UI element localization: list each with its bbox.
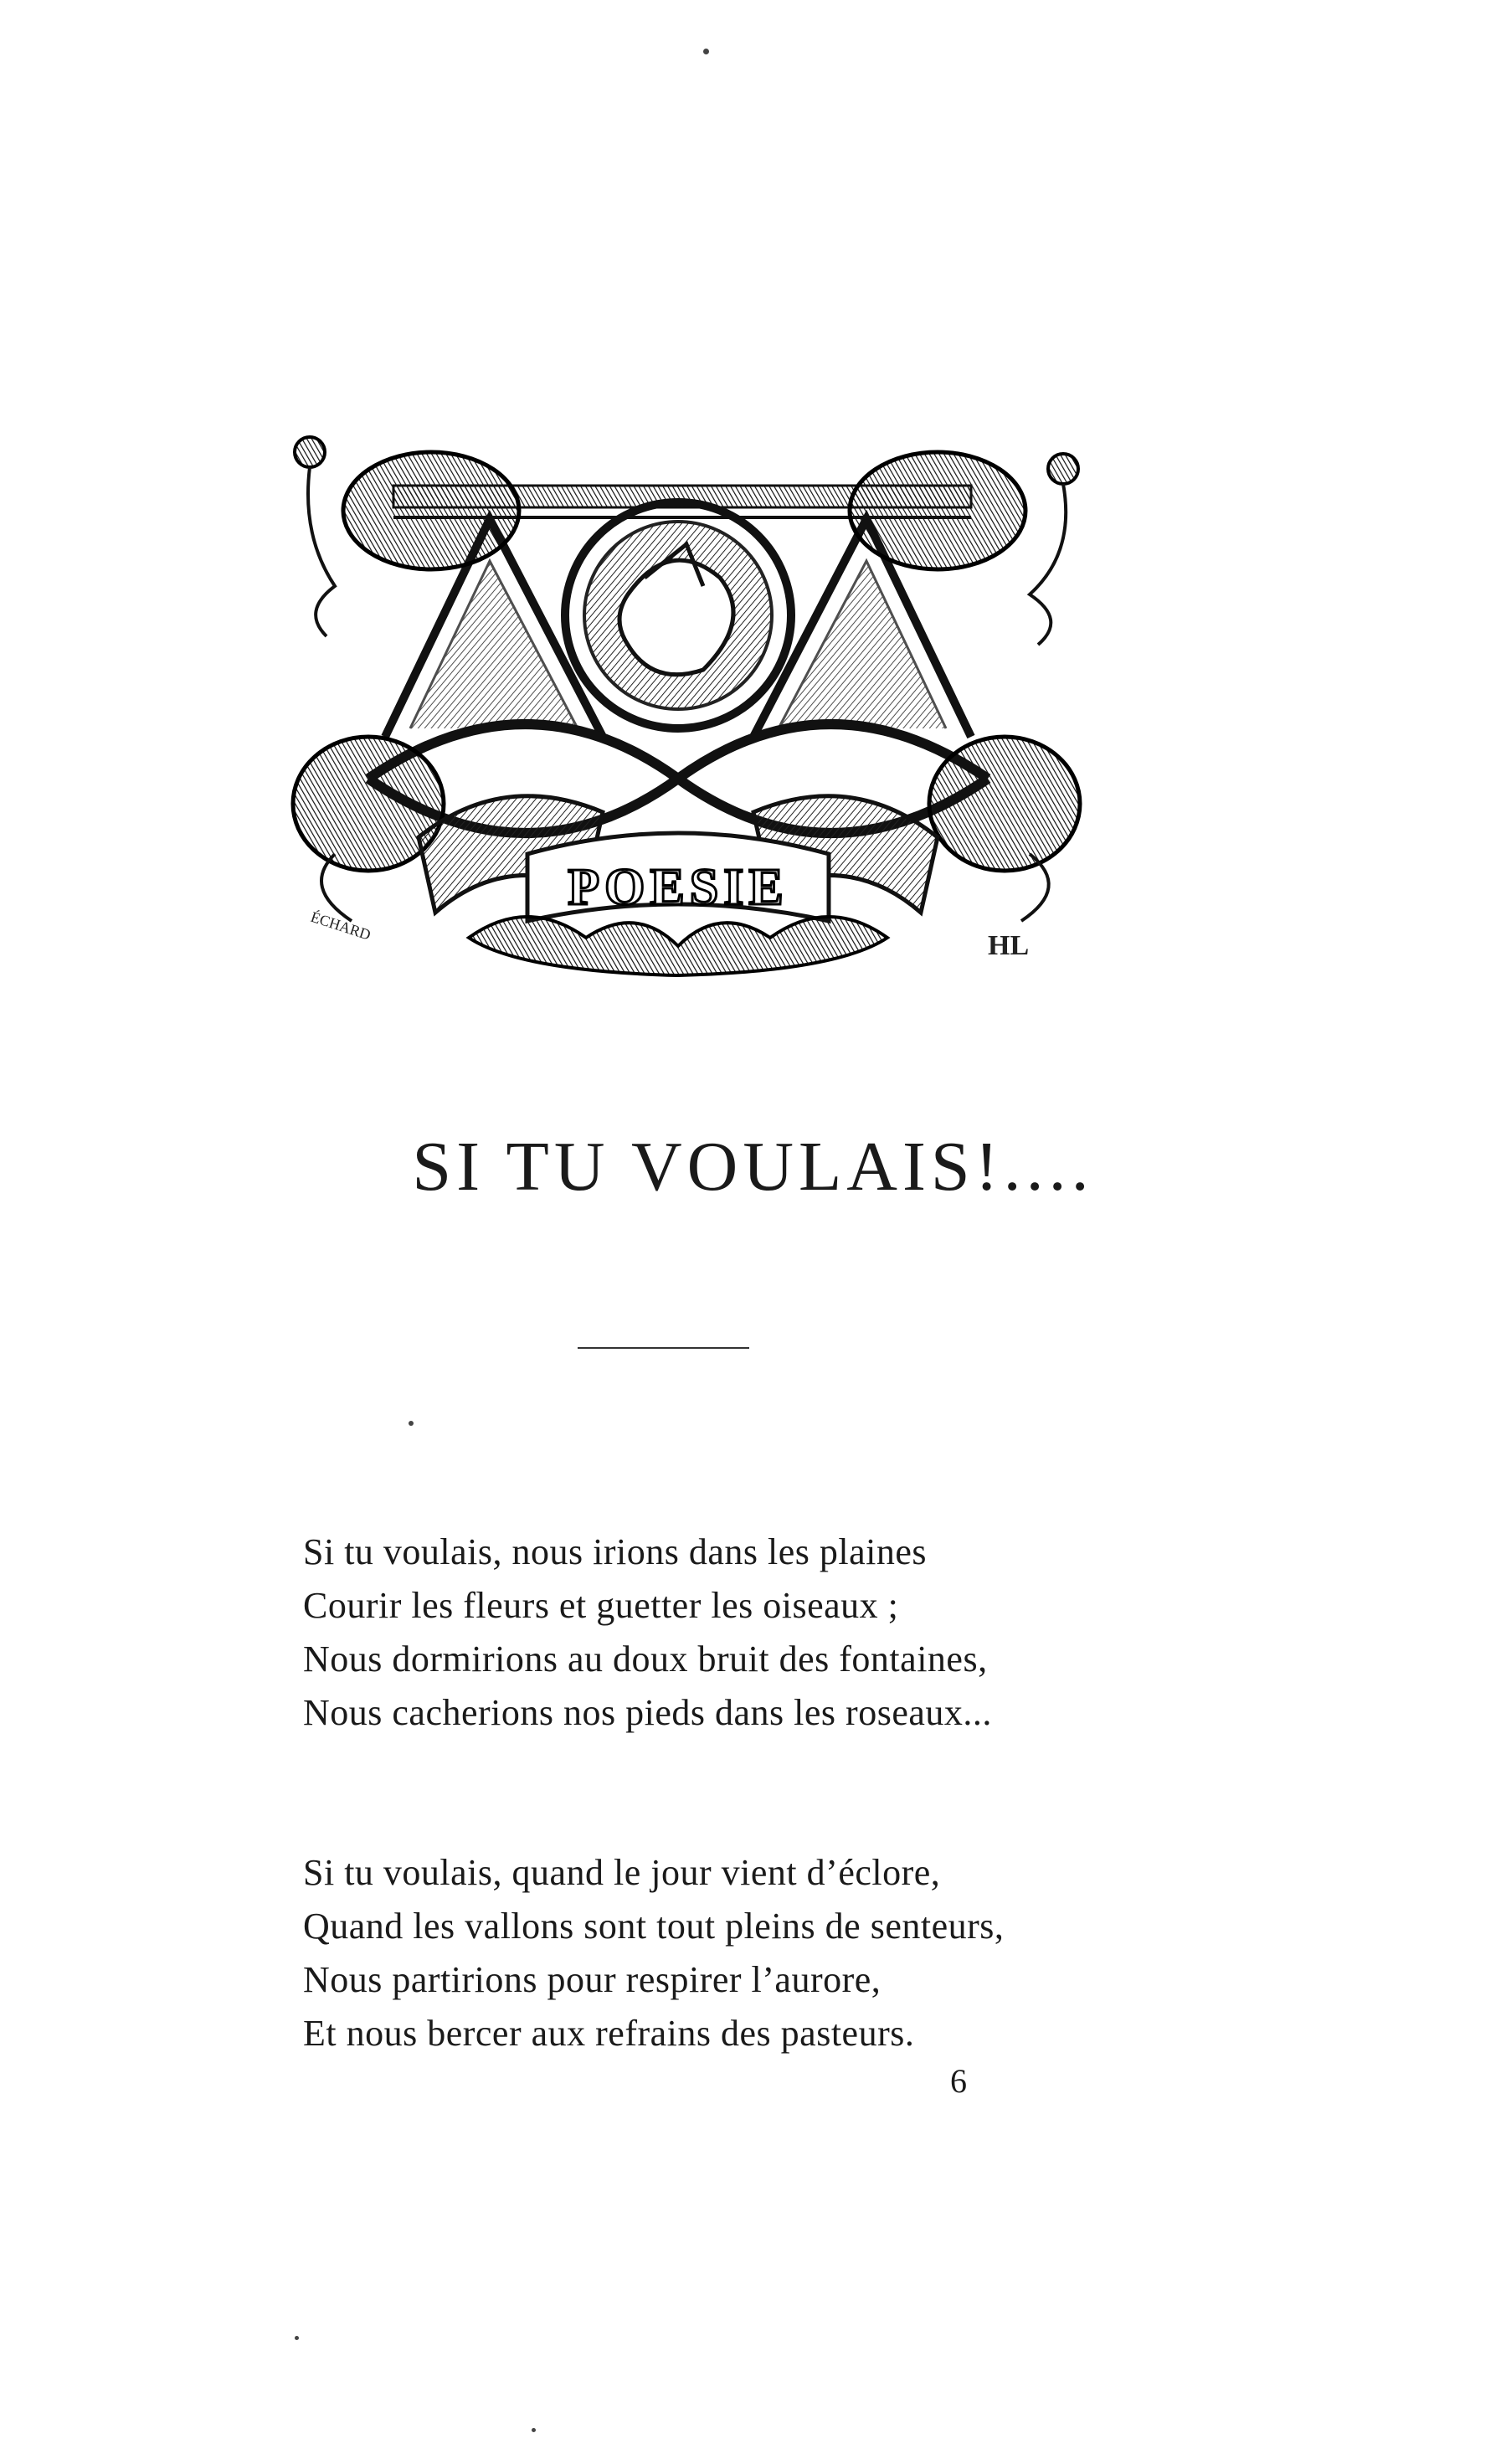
engraver-signature: ÉCHARD — [308, 908, 373, 944]
poem-verse: Si tu voulais, nous irions dans les plaines — [303, 1531, 928, 1572]
poem-verse: Nous cacherions nos pieds dans les roseaux... — [303, 1692, 992, 1733]
title-divider — [578, 1347, 749, 1349]
engraver-monogram: HL — [988, 930, 1030, 961]
scan-speck — [532, 2428, 536, 2432]
sheet-signature: 6 — [950, 2062, 967, 2100]
acanthus-base — [469, 917, 887, 975]
poem-stanza — [303, 1525, 1224, 1740]
poem-stanza — [303, 1846, 1224, 2060]
scan-speck — [295, 2336, 299, 2340]
poem-verse: Courir les fleurs et guetter les oiseaux ; — [303, 1585, 899, 1626]
poesie-vignette — [251, 419, 1105, 988]
poem-verse: Si tu voulais, quand le jour vient d’éclore, — [303, 1852, 941, 1893]
poem-verse: Et nous bercer aux refrains des pasteurs. — [303, 2013, 915, 2054]
poem-verse: Nous dormirions au doux bruit des fontaines, — [303, 1638, 988, 1680]
poesie-banner-text: POESIE — [568, 859, 789, 916]
poem-title: SI TU VOULAIS!.... — [412, 1128, 1094, 1206]
poem-verse: Quand les vallons sont tout pleins de senteurs, — [303, 1906, 1005, 1947]
scan-speck — [409, 1421, 414, 1426]
scan-speck — [703, 49, 709, 54]
poem-verse: Nous partirions pour respirer l’aurore, — [303, 1959, 881, 2000]
